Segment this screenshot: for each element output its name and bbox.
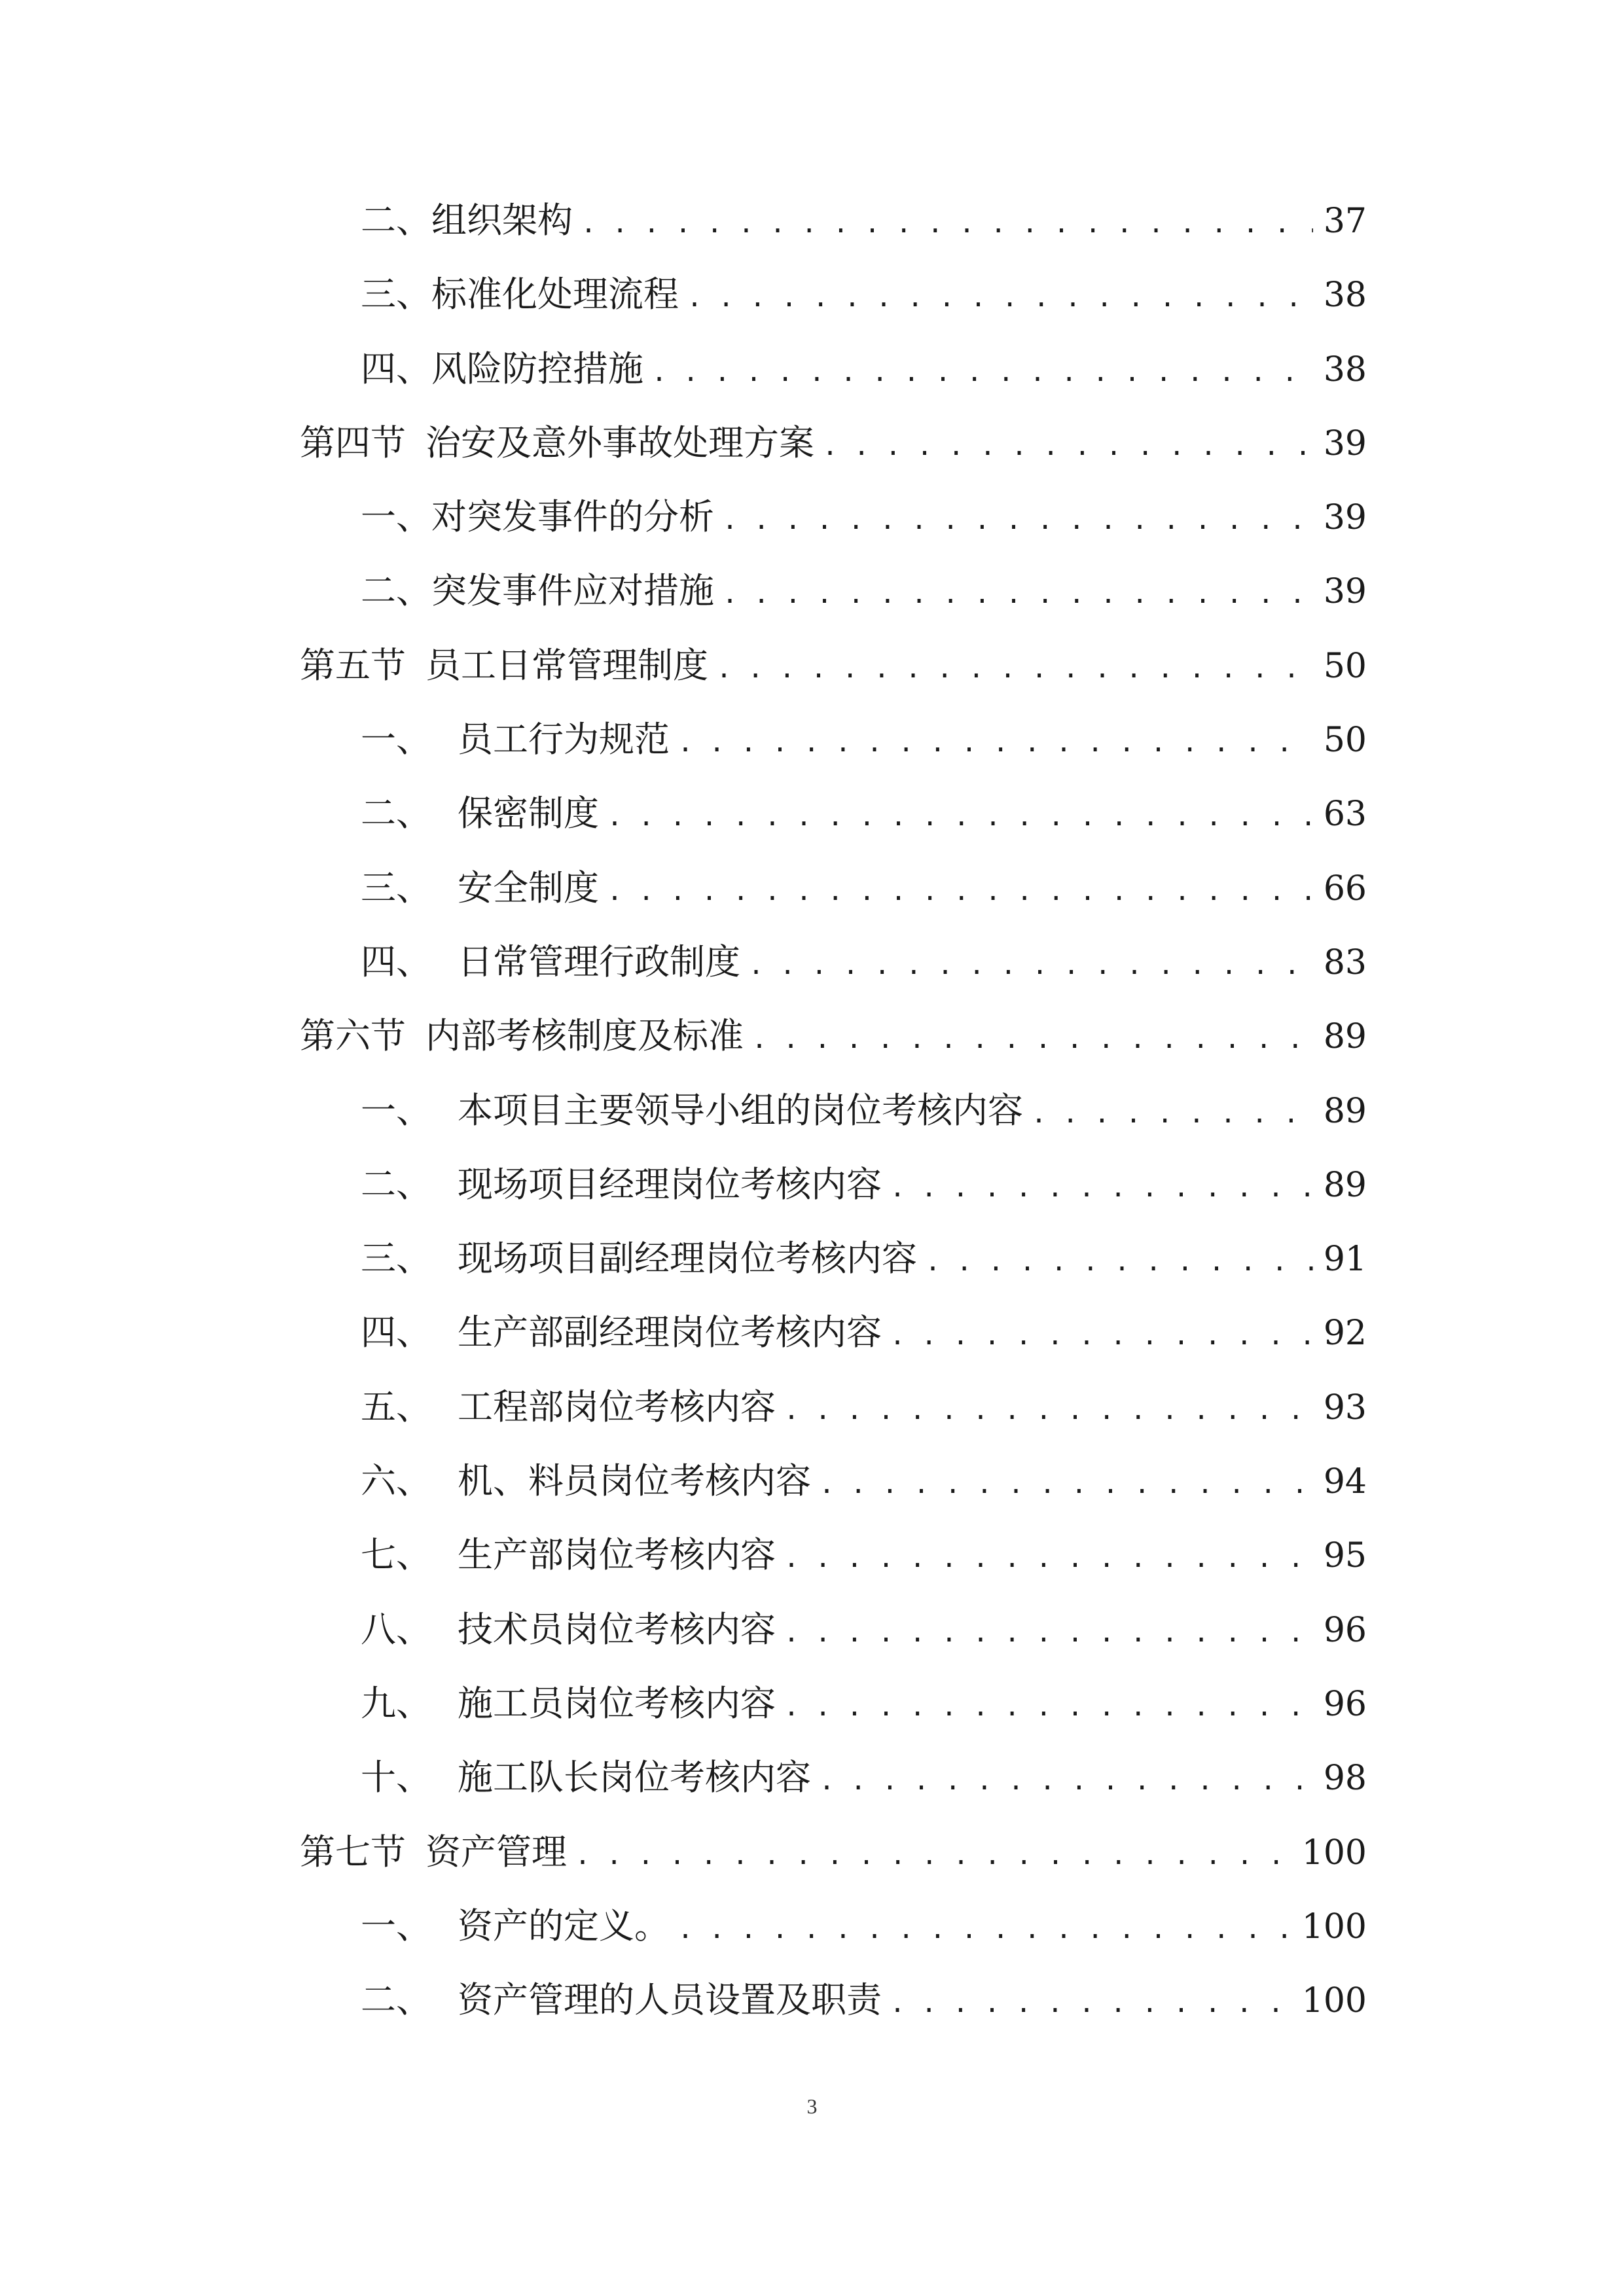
toc-entry-number: 一、 <box>361 1089 431 1131</box>
toc-subsection-entry[interactable] <box>300 1889 1367 1963</box>
toc-subsection-entry[interactable] <box>300 554 1367 628</box>
toc-entry-page-number: 38 <box>1323 276 1367 315</box>
toc-dot-leader <box>581 187 1313 261</box>
toc-section-entry[interactable] <box>300 406 1367 480</box>
toc-dot-leader <box>687 261 1313 335</box>
toc-entry-number: 一、 <box>361 719 431 761</box>
toc-entry-page-number: 93 <box>1323 1388 1367 1427</box>
toc-entry-page-number: 89 <box>1323 1017 1367 1057</box>
toc-entry-number: 四、 <box>361 348 431 389</box>
toc-entry-page-number: 37 <box>1323 202 1367 241</box>
toc-subsection-entry[interactable] <box>300 1518 1367 1592</box>
toc-entry-title: 生产部副经理岗位考核内容 <box>458 1312 882 1354</box>
toc-dot-leader <box>677 1893 1291 1967</box>
toc-dot-leader <box>822 410 1313 484</box>
toc-entry-page-number: 38 <box>1323 350 1367 389</box>
page-number: 3 <box>806 2094 818 2118</box>
toc-dot-leader <box>1031 1077 1313 1151</box>
toc-entry-page-number: 89 <box>1323 1165 1367 1205</box>
toc-entry-page-number: 50 <box>1323 721 1367 761</box>
toc-dot-leader <box>890 1151 1313 1225</box>
toc-entry-title: 突发事件应对措施 <box>431 570 714 612</box>
toc-entry-number: 四、 <box>361 941 431 982</box>
toc-dot-leader <box>751 1003 1313 1077</box>
toc-entry-number: 八、 <box>361 1608 431 1650</box>
toc-subsection-entry[interactable] <box>300 1295 1367 1369</box>
toc-dot-leader <box>784 1374 1313 1448</box>
toc-entry-page-number: 89 <box>1323 1091 1367 1131</box>
toc-entry-page-number: 66 <box>1323 869 1367 908</box>
toc-dot-leader <box>716 632 1313 706</box>
toc-entry-title: 组织架构 <box>431 200 573 241</box>
toc-entry-page-number: 39 <box>1323 498 1367 538</box>
toc-entry-title: 资产的定义。 <box>458 1905 670 1946</box>
toc-entry-page-number: 91 <box>1323 1240 1367 1280</box>
toc-entry-page-number: 39 <box>1323 572 1367 612</box>
toc-dot-leader <box>607 855 1313 929</box>
toc-dot-leader <box>575 1819 1291 1893</box>
toc-entry-title: 机、料员岗位考核内容 <box>458 1460 811 1502</box>
toc-entry-title: 日常管理行政制度 <box>458 941 740 982</box>
toc-entry-number: 二、 <box>361 1163 431 1205</box>
toc-dot-leader <box>607 780 1313 854</box>
toc-entry-number: 三、 <box>361 274 431 315</box>
toc-entry-page-number: 39 <box>1323 423 1367 463</box>
toc-entry-page-number: 96 <box>1323 1684 1367 1724</box>
toc-subsection-entry[interactable] <box>300 1666 1367 1740</box>
toc-dot-leader <box>890 1299 1313 1373</box>
toc-dot-leader <box>677 706 1313 780</box>
toc-entry-page-number: 98 <box>1323 1759 1367 1799</box>
toc-entry-title: 资产管理 <box>425 1831 567 1873</box>
toc-entry-title: 现场项目经理岗位考核内容 <box>458 1163 882 1205</box>
toc-entry-title: 安全制度 <box>458 867 599 908</box>
toc-entry-number: 七、 <box>361 1534 431 1576</box>
toc-subsection-entry[interactable] <box>300 851 1367 925</box>
toc-entry-number: 十、 <box>361 1757 431 1799</box>
table-of-contents <box>300 183 1367 2037</box>
toc-entry-page-number: 92 <box>1323 1314 1367 1354</box>
toc-entry-number: 九、 <box>361 1682 431 1724</box>
toc-subsection-entry[interactable] <box>300 332 1367 406</box>
toc-entry-page-number: 100 <box>1301 1907 1367 1946</box>
toc-dot-leader <box>722 558 1313 632</box>
toc-dot-leader <box>819 1448 1313 1522</box>
toc-entry-title: 现场项目副经理岗位考核内容 <box>458 1238 917 1280</box>
toc-dot-leader <box>925 1225 1313 1299</box>
toc-section-entry[interactable] <box>300 628 1367 702</box>
toc-entry-number: 二、 <box>361 200 431 241</box>
toc-subsection-entry[interactable] <box>300 480 1367 554</box>
toc-entry-number: 第七节 <box>300 1831 406 1873</box>
toc-entry-title: 技术员岗位考核内容 <box>458 1608 776 1650</box>
toc-entry-title: 施工员岗位考核内容 <box>458 1682 776 1724</box>
toc-subsection-entry[interactable] <box>300 776 1367 850</box>
toc-entry-number: 三、 <box>361 867 431 908</box>
toc-subsection-entry[interactable] <box>300 1592 1367 1666</box>
toc-entry-title: 对突发事件的分析 <box>431 496 714 538</box>
toc-entry-number: 四、 <box>361 1312 431 1354</box>
toc-dot-leader <box>784 1670 1313 1744</box>
toc-entry-title: 保密制度 <box>458 793 599 834</box>
toc-dot-leader <box>748 929 1313 1003</box>
toc-entry-title: 生产部岗位考核内容 <box>458 1534 776 1576</box>
toc-entry-title: 标准化处理流程 <box>431 274 679 315</box>
toc-subsection-entry[interactable] <box>300 1073 1367 1147</box>
toc-section-entry[interactable] <box>300 1815 1367 1889</box>
toc-entry-page-number: 50 <box>1323 646 1367 686</box>
toc-entry-page-number: 100 <box>1301 1981 1367 2021</box>
toc-entry-title: 工程部岗位考核内容 <box>458 1386 776 1427</box>
toc-subsection-entry[interactable] <box>300 1221 1367 1295</box>
toc-entry-number: 第四节 <box>300 422 406 463</box>
toc-entry-title: 员工日常管理制度 <box>425 644 708 686</box>
toc-entry-title: 治安及意外事故处理方案 <box>425 422 814 463</box>
toc-entry-number: 二、 <box>361 1979 431 2021</box>
toc-entry-page-number: 95 <box>1323 1536 1367 1576</box>
toc-entry-number: 六、 <box>361 1460 431 1502</box>
toc-subsection-entry[interactable] <box>300 1963 1367 2037</box>
toc-entry-number: 二、 <box>361 570 431 612</box>
toc-entry-number: 三、 <box>361 1238 431 1280</box>
toc-subsection-entry[interactable] <box>300 1147 1367 1221</box>
toc-entry-title: 本项目主要领导小组的岗位考核内容 <box>458 1089 1023 1131</box>
toc-entry-number: 一、 <box>361 1905 431 1946</box>
toc-dot-leader <box>784 1596 1313 1670</box>
toc-dot-leader <box>651 336 1313 410</box>
toc-entry-number: 二、 <box>361 793 431 834</box>
toc-entry-page-number: 94 <box>1323 1462 1367 1502</box>
toc-entry-number: 一、 <box>361 496 431 538</box>
toc-entry-number: 第六节 <box>300 1015 406 1057</box>
toc-dot-leader <box>722 484 1313 558</box>
toc-entry-title: 员工行为规范 <box>458 719 670 761</box>
toc-subsection-entry[interactable] <box>300 1740 1367 1814</box>
toc-subsection-entry[interactable] <box>300 183 1367 257</box>
toc-subsection-entry[interactable] <box>300 257 1367 331</box>
toc-entry-title: 资产管理的人员设置及职责 <box>458 1979 882 2021</box>
toc-subsection-entry[interactable] <box>300 1444 1367 1518</box>
toc-entry-page-number: 83 <box>1323 942 1367 982</box>
toc-dot-leader <box>784 1522 1313 1596</box>
toc-entry-page-number: 100 <box>1301 1833 1367 1873</box>
toc-entry-page-number: 63 <box>1323 795 1367 834</box>
toc-subsection-entry[interactable] <box>300 1370 1367 1444</box>
toc-subsection-entry[interactable] <box>300 925 1367 999</box>
toc-entry-number: 五、 <box>361 1386 431 1427</box>
toc-dot-leader <box>819 1744 1313 1818</box>
toc-entry-title: 风险防控措施 <box>431 348 643 389</box>
toc-dot-leader <box>890 1967 1291 2041</box>
toc-section-entry[interactable] <box>300 999 1367 1073</box>
toc-entry-title: 施工队长岗位考核内容 <box>458 1757 811 1799</box>
toc-entry-title: 内部考核制度及标准 <box>425 1015 744 1057</box>
toc-entry-page-number: 96 <box>1323 1610 1367 1650</box>
toc-subsection-entry[interactable] <box>300 702 1367 776</box>
toc-entry-number: 第五节 <box>300 644 406 686</box>
